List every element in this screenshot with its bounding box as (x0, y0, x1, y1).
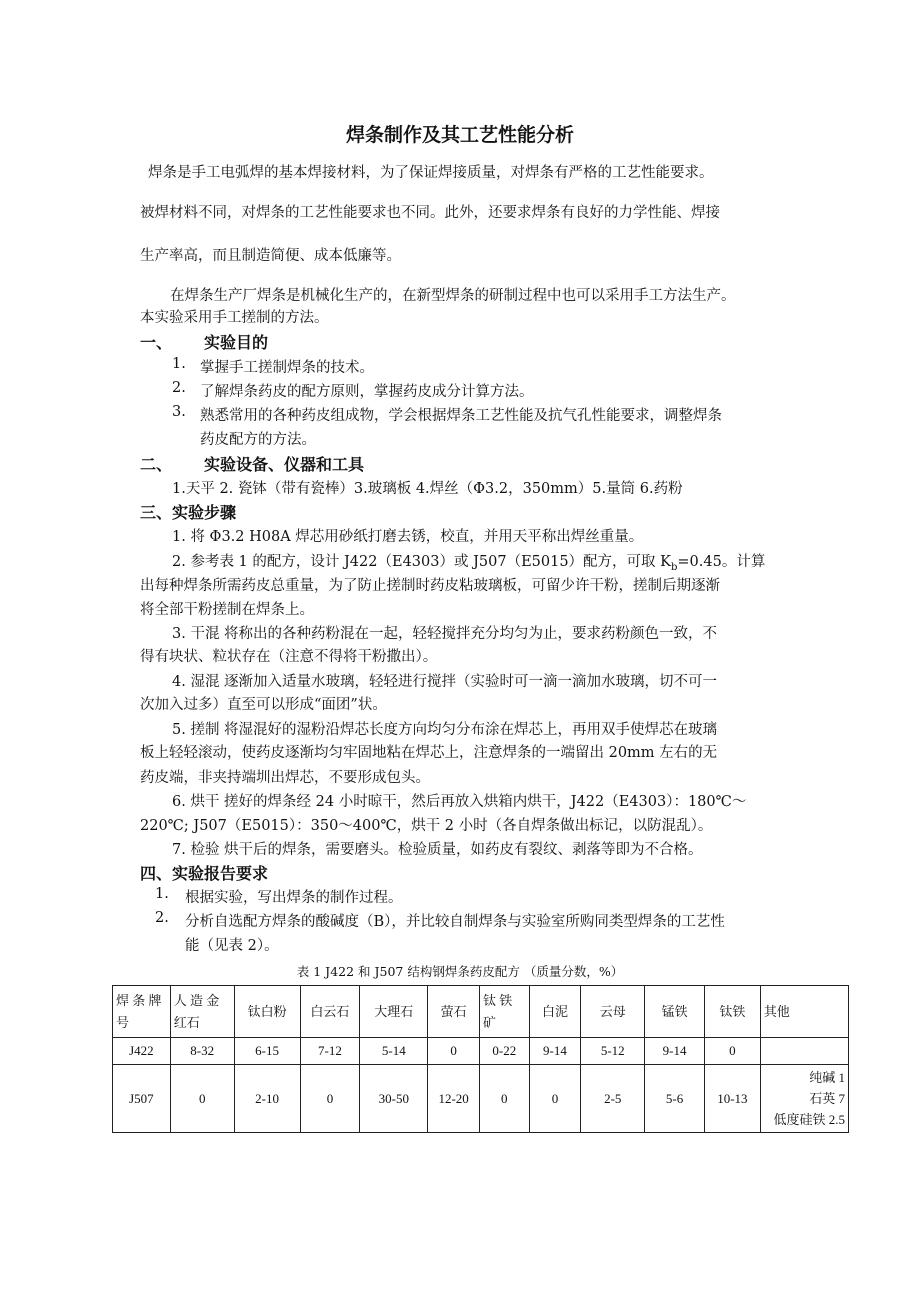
table-cell: 5-12 (581, 1038, 645, 1065)
table-cell: 5-6 (645, 1065, 705, 1133)
step-2-text-b: =0.45。计算 (677, 554, 766, 570)
s4-item-2-cont: 能（见表 2）。 (185, 938, 279, 954)
table-cell: 2-5 (581, 1065, 645, 1133)
table-cell: 0 (479, 1065, 529, 1133)
step-4-line-2: 次加入过多）直至可以形成“面团”状。 (140, 697, 387, 713)
table-cell (760, 1038, 848, 1065)
step-6-line-1: 6. 烘干 搓好的焊条经 24 小时晾干，然后再放入烘箱内烘干，J422（E4303）：180℃～ (172, 794, 747, 810)
step-6-line-2: 220℃; J507（E5015）：350～400℃，烘干 2 小时（各自焊条做出标记，以防混乱）。 (140, 818, 713, 834)
page-title: 焊条制作及其工艺性能分析 (345, 124, 574, 146)
table-cell: J507 (113, 1065, 171, 1133)
table-cell-other (760, 1065, 848, 1133)
step-1: 1. 将 Φ3.2 H08A 焊芯用砂纸打磨去锈，校直，并用天平称出焊丝重量。 (172, 529, 644, 545)
header-cell: 钛铁 (704, 986, 760, 1038)
header-cell: 钛白粉 (234, 986, 300, 1038)
recipe-table (112, 985, 849, 1133)
equipment-list: 1.天平 2. 瓷钵（带有瓷棒）3.玻璃板 4.焊丝（Φ3.2，350mm）5.量筒 6.药粉 (172, 481, 683, 497)
table-cell: 0 (170, 1065, 234, 1133)
s1-item-1: 掌握手工搓制焊条的技术。 (200, 360, 374, 376)
table-cell: 0 (704, 1038, 760, 1065)
header-cell: 白泥 (529, 986, 581, 1038)
s1-item-3-cont: 药皮配方的方法。 (200, 432, 316, 448)
s4-item-2: 分析自选配方焊条的酸碱度（B），并比较自制焊条与实验室所购同类型焊条的工艺性 (185, 914, 725, 930)
table-row (113, 1038, 849, 1065)
intro-line-4: 在焊条生产厂焊条是机械化生产的，在新型焊条的研制过程中也可以采用手工方法生产。 (170, 288, 736, 304)
table-cell: 0 (428, 1038, 480, 1065)
header-cell: 钛 铁 矿 (479, 986, 529, 1038)
section-2-title: 实验设备、仪器和工具 (204, 455, 365, 474)
header-cell: 其他 (760, 986, 848, 1038)
section-1-number: 一、 (140, 333, 173, 352)
step-4-line-1: 4. 湿混 逐渐加入适量水玻璃，轻轻进行搅拌（实验时可一滴一滴加水玻璃，切不可一 (172, 674, 718, 690)
section-1-title: 实验目的 (204, 333, 269, 352)
other-line: 低度硅铁 2.5 (773, 1112, 845, 1127)
table-cell: 9-14 (645, 1038, 705, 1065)
header-cell: 云母 (581, 986, 645, 1038)
step-5-line-2: 板上轻轻滚动，使药皮逐渐均匀牢固地粘在焊芯上，注意焊条的一端留出 20mm 左右的无 (140, 745, 718, 761)
table-cell: 30-50 (360, 1065, 428, 1133)
s1-item-3-num: 3. (172, 404, 186, 420)
header-cell: 人 造 金 红石 (170, 986, 234, 1038)
step-2-subscript: b (671, 561, 678, 573)
section-2-number: 二、 (140, 455, 173, 474)
intro-line-2: 被焊材料不同，对焊条的工艺性能要求也不同。此外，还要求焊条有良好的力学性能、焊接 (140, 205, 720, 221)
step-5-line-1: 5. 搓制 将湿混好的湿粉沿焊芯长度方向均匀分布涂在焊芯上，再用双手使焊芯在玻璃 (172, 722, 718, 738)
s4-item-1-num: 1. (155, 886, 169, 902)
table-cell: 0 (300, 1065, 360, 1133)
header-cell: 锰铁 (645, 986, 705, 1038)
step-2-line-1 (172, 550, 765, 573)
table-cell: 12-20 (428, 1065, 480, 1133)
step-3-line-1: 3. 干混 将称出的各种药粉混在一起，轻轻搅拌充分均匀为止，要求药粉颜色一致，不 (172, 626, 718, 642)
s4-item-1: 根据实验，写出焊条的制作过程。 (185, 890, 403, 906)
table-cell: 9-14 (529, 1038, 581, 1065)
step-3-line-2: 得有块状、粒状存在（注意不得将干粉撒出）。 (140, 649, 438, 665)
intro-line-3: 生产率高，而且制造简便、成本低廉等。 (140, 248, 401, 264)
table-cell: 0-22 (479, 1038, 529, 1065)
intro-line-5: 本实验采用手工搓制的方法。 (140, 310, 329, 326)
table-caption: 表 1 J422 和 J507 结构钢焊条药皮配方 （质量分数，%） (296, 964, 624, 979)
header-cell: 萤石 (428, 986, 480, 1038)
s1-item-2-num: 2. (172, 380, 186, 396)
step-2-text-a: 2. 参考表 1 的配方，设计 J422（E4303）或 J507（E5015）配方，可取 K (172, 554, 671, 570)
section-4-title: 四、实验报告要求 (140, 864, 269, 883)
other-line: 纯碱 1 (809, 1070, 845, 1085)
s1-item-3: 熟悉常用的各种药皮组成物，学会根据焊条工艺性能及抗气孔性能要求，调整焊条 (200, 408, 722, 424)
header-cell: 大理石 (360, 986, 428, 1038)
table-cell: 7-12 (300, 1038, 360, 1065)
section-3-title: 三、实验步骤 (140, 503, 237, 522)
table-cell: J422 (113, 1038, 171, 1065)
step-2-line-2: 出每种焊条所需药皮总重量，为了防止搓制时药皮粘玻璃板，可留少许干粉，搓制后期逐渐 (140, 578, 720, 594)
table-cell: 5-14 (360, 1038, 428, 1065)
table-cell: 10-13 (704, 1065, 760, 1133)
table-cell: 2-10 (234, 1065, 300, 1133)
step-5-line-3: 药皮端，非夹持端圳出焊芯，不要形成包头。 (140, 770, 430, 786)
step-7: 7. 检验 烘干后的焊条，需要磨头。检验质量，如药皮有裂纹、剥落等即为不合格。 (172, 842, 703, 858)
table-cell: 6-15 (234, 1038, 300, 1065)
header-cell: 白云石 (300, 986, 360, 1038)
table-cell: 0 (529, 1065, 581, 1133)
intro-line-1: 焊条是手工电弧焊的基本焊接材料，为了保证焊接质量，对焊条有严格的工艺性能要求。 (148, 165, 714, 181)
table-cell: 8-32 (170, 1038, 234, 1065)
other-line: 石英 7 (809, 1091, 845, 1106)
table-row (113, 1065, 849, 1133)
s1-item-1-num: 1. (172, 356, 186, 372)
table-header-row (113, 986, 849, 1038)
s1-item-2: 了解焊条药皮的配方原则，掌握药皮成分计算方法。 (200, 384, 534, 400)
header-cell: 焊 条 牌号 (113, 986, 171, 1038)
step-2-line-3: 将全部干粉搓制在焊条上。 (140, 602, 314, 618)
s4-item-2-num: 2. (155, 910, 169, 926)
